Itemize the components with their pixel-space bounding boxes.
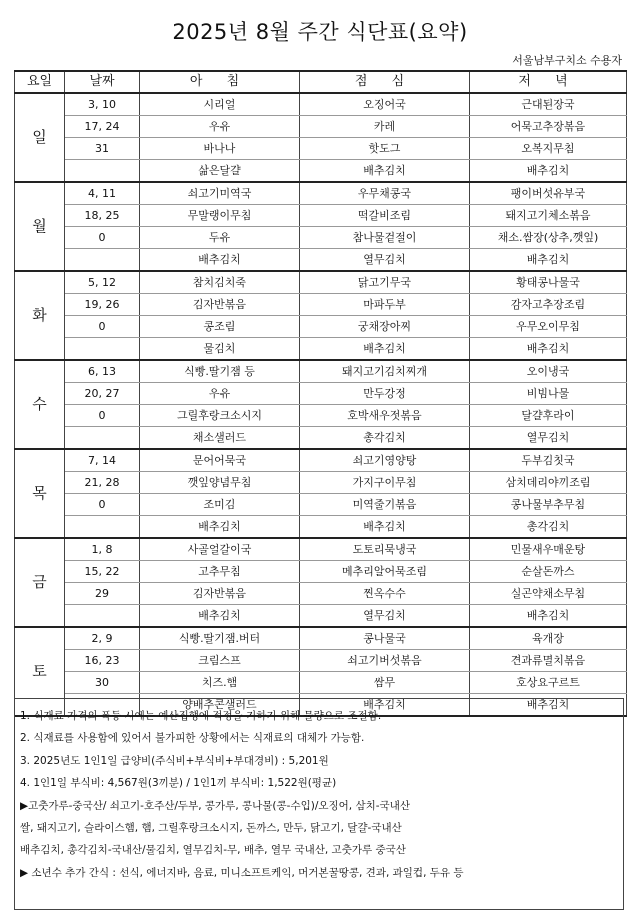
date-cell bbox=[65, 338, 140, 361]
dinner-cell: 배추김치 bbox=[470, 605, 627, 628]
breakfast-cell: 물김치 bbox=[140, 338, 300, 361]
header-day: 요일 bbox=[15, 71, 65, 93]
table-row bbox=[15, 205, 627, 227]
breakfast-cell: 사골얼갈이국 bbox=[140, 538, 300, 561]
breakfast-cell: 문어어묵국 bbox=[140, 449, 300, 472]
note-line: 1. 식재료 가격의 폭등 시에는 예산집행에 적정을 기하기 위해 물량으로 조절함. bbox=[20, 710, 382, 722]
dinner-cell: 배추김치 bbox=[470, 249, 627, 272]
note-line: ▶ 소년수 추가 간식 : 선식, 에너지바, 음료, 미니소프트케익, 머거본꿀땅콩, 견과, 과일컵, 두유 등 bbox=[20, 866, 464, 879]
table-row bbox=[15, 650, 627, 672]
breakfast-cell: 치즈.햄 bbox=[140, 672, 300, 694]
header-row bbox=[15, 71, 627, 93]
table-row bbox=[15, 182, 627, 205]
lunch-cell: 궁채장아찌 bbox=[300, 316, 470, 338]
day-cell: 화 bbox=[15, 271, 65, 360]
dinner-cell: 비빔나물 bbox=[470, 383, 627, 405]
dinner-cell: 두부김칫국 bbox=[470, 449, 627, 472]
dinner-cell: 감자고추장조림 bbox=[470, 294, 627, 316]
lunch-cell: 쌈무 bbox=[300, 672, 470, 694]
dinner-cell: 근대된장국 bbox=[470, 93, 627, 116]
lunch-cell: 닭고기무국 bbox=[300, 271, 470, 294]
table-row bbox=[15, 538, 627, 561]
lunch-cell: 쇠고기영양탕 bbox=[300, 449, 470, 472]
page-title: 2025년 8월 주간 식단표(요약) bbox=[172, 20, 468, 44]
date-cell: 19, 26 bbox=[65, 294, 140, 316]
breakfast-cell: 식빵.딸기잼 등 bbox=[140, 360, 300, 383]
lunch-cell: 마파두부 bbox=[300, 294, 470, 316]
table-row bbox=[15, 249, 627, 272]
lunch-cell: 총각김치 bbox=[300, 427, 470, 450]
breakfast-cell: 고추무침 bbox=[140, 561, 300, 583]
dinner-cell: 호상요구르트 bbox=[470, 672, 627, 694]
menu-body bbox=[15, 93, 627, 716]
menu-table bbox=[14, 70, 627, 717]
dinner-cell: 오복지무침 bbox=[470, 138, 627, 160]
breakfast-cell: 우유 bbox=[140, 383, 300, 405]
date-cell: 5, 12 bbox=[65, 271, 140, 294]
table-row bbox=[15, 561, 627, 583]
breakfast-cell: 두유 bbox=[140, 227, 300, 249]
lunch-cell: 호박새우젓볶음 bbox=[300, 405, 470, 427]
note-line: 쌀, 돼지고기, 슬라이스햄, 햄, 그릴후랑크소시지, 돈까스, 만두, 닭고기, 달걀-국내산 bbox=[20, 822, 402, 835]
dinner-cell: 열무김치 bbox=[470, 427, 627, 450]
breakfast-cell: 삶은달걀 bbox=[140, 160, 300, 183]
date-cell: 17, 24 bbox=[65, 116, 140, 138]
dinner-cell: 배추김치 bbox=[470, 160, 627, 183]
dinner-cell: 어묵고추장볶음 bbox=[470, 116, 627, 138]
note-line: 4. 1인1일 부식비: 4,567원(3끼분) / 1인1끼 부식비: 1,522원(평균) bbox=[20, 777, 337, 790]
table-row bbox=[15, 472, 627, 494]
breakfast-cell: 배추김치 bbox=[140, 605, 300, 628]
date-cell: 4, 11 bbox=[65, 182, 140, 205]
dinner-cell: 삼치데리야끼조림 bbox=[470, 472, 627, 494]
table-row bbox=[15, 138, 627, 160]
lunch-cell: 찐옥수수 bbox=[300, 583, 470, 605]
date-cell: 0 bbox=[65, 227, 140, 249]
dinner-cell: 돼지고기체소볶음 bbox=[470, 205, 627, 227]
breakfast-cell: 그릴후랑크소시지 bbox=[140, 405, 300, 427]
dinner-cell: 황태콩나물국 bbox=[470, 271, 627, 294]
table-row bbox=[15, 427, 627, 450]
breakfast-cell: 깻잎양념무침 bbox=[140, 472, 300, 494]
table-row bbox=[15, 405, 627, 427]
lunch-cell: 만두강정 bbox=[300, 383, 470, 405]
date-cell: 15, 22 bbox=[65, 561, 140, 583]
table-row bbox=[15, 227, 627, 249]
dinner-cell: 달걀후라이 bbox=[470, 405, 627, 427]
dinner-cell: 민물새우매운탕 bbox=[470, 538, 627, 561]
dinner-cell: 순살돈까스 bbox=[470, 561, 627, 583]
table-row bbox=[15, 116, 627, 138]
table-row bbox=[15, 294, 627, 316]
dinner-cell: 오이냉국 bbox=[470, 360, 627, 383]
dinner-cell: 배추김치 bbox=[470, 338, 627, 361]
table-row bbox=[15, 338, 627, 361]
dinner-cell: 실곤약채소무침 bbox=[470, 583, 627, 605]
lunch-cell: 가지구이무침 bbox=[300, 472, 470, 494]
lunch-cell: 오징어국 bbox=[300, 93, 470, 116]
table-row bbox=[15, 449, 627, 472]
date-cell: 31 bbox=[65, 138, 140, 160]
note-line: 2. 식재료를 사용함에 있어서 불가피한 상황에서는 식재료의 대체가 가능함. bbox=[20, 732, 365, 745]
header-date: 날짜 bbox=[65, 71, 140, 93]
date-cell: 16, 23 bbox=[65, 650, 140, 672]
dinner-cell: 우무오이무침 bbox=[470, 316, 627, 338]
table-row bbox=[15, 271, 627, 294]
note-line: ▶고춧가루-중국산/ 쇠고기-호주산/두부, 콩가루, 콩나물(콩-수입)/오징어, 삼치-국내산 bbox=[20, 799, 410, 812]
header-breakfast: 아 침 bbox=[140, 71, 300, 93]
dinner-cell: 채소.쌈장(상추,깻잎) bbox=[470, 227, 627, 249]
lunch-cell: 열무김치 bbox=[300, 605, 470, 628]
lunch-cell: 카레 bbox=[300, 116, 470, 138]
table-row bbox=[15, 316, 627, 338]
date-cell bbox=[65, 516, 140, 539]
lunch-cell: 쇠고기버섯볶음 bbox=[300, 650, 470, 672]
table-row bbox=[15, 494, 627, 516]
lunch-cell: 배추김치 bbox=[300, 338, 470, 361]
breakfast-cell: 우유 bbox=[140, 116, 300, 138]
lunch-cell: 우무채콩국 bbox=[300, 182, 470, 205]
breakfast-cell: 배추김치 bbox=[140, 516, 300, 539]
lunch-cell: 배추김치 bbox=[300, 516, 470, 539]
breakfast-cell: 콩조림 bbox=[140, 316, 300, 338]
date-cell: 20, 27 bbox=[65, 383, 140, 405]
date-cell bbox=[65, 605, 140, 628]
lunch-cell: 메추리알어묵조림 bbox=[300, 561, 470, 583]
header-lunch: 점 심 bbox=[300, 71, 470, 93]
date-cell bbox=[65, 249, 140, 272]
lunch-cell: 떡갈비조림 bbox=[300, 205, 470, 227]
breakfast-cell: 참치김치죽 bbox=[140, 271, 300, 294]
lunch-cell: 콩나물국 bbox=[300, 627, 470, 650]
date-cell: 30 bbox=[65, 672, 140, 694]
header-dinner: 저 녁 bbox=[470, 71, 627, 93]
day-cell: 일 bbox=[15, 93, 65, 182]
dinner-cell: 콩나물부추무침 bbox=[470, 494, 627, 516]
table-row bbox=[15, 583, 627, 605]
date-cell: 2, 9 bbox=[65, 627, 140, 650]
lunch-cell: 배추김치 bbox=[300, 694, 470, 717]
date-cell: 18, 25 bbox=[65, 205, 140, 227]
date-cell: 3, 10 bbox=[65, 93, 140, 116]
day-cell: 금 bbox=[15, 538, 65, 627]
day-cell: 수 bbox=[15, 360, 65, 449]
day-cell: 월 bbox=[15, 182, 65, 271]
lunch-cell: 돼지고기김치찌개 bbox=[300, 360, 470, 383]
table-row bbox=[15, 383, 627, 405]
date-cell: 0 bbox=[65, 316, 140, 338]
dinner-cell: 육개장 bbox=[470, 627, 627, 650]
lunch-cell: 열무김치 bbox=[300, 249, 470, 272]
table-row bbox=[15, 605, 627, 628]
date-cell: 0 bbox=[65, 494, 140, 516]
date-cell: 7, 14 bbox=[65, 449, 140, 472]
table-row bbox=[15, 93, 627, 116]
date-cell: 29 bbox=[65, 583, 140, 605]
lunch-cell: 핫도그 bbox=[300, 138, 470, 160]
dinner-cell: 총각김치 bbox=[470, 516, 627, 539]
dinner-cell: 견과류멸치볶음 bbox=[470, 650, 627, 672]
table-row bbox=[15, 627, 627, 650]
breakfast-cell: 바나나 bbox=[140, 138, 300, 160]
note-line: 3. 2025년도 1인1일 급양비(주식비+부식비+부대경비) : 5,201원 bbox=[20, 754, 329, 767]
breakfast-cell: 양배추콘샐러드 bbox=[140, 694, 300, 717]
date-cell bbox=[65, 427, 140, 450]
dinner-cell: 배추김치 bbox=[470, 694, 627, 717]
date-cell: 6, 13 bbox=[65, 360, 140, 383]
breakfast-cell: 시리얼 bbox=[140, 93, 300, 116]
table-row bbox=[15, 672, 627, 694]
breakfast-cell: 조미김 bbox=[140, 494, 300, 516]
date-cell: 0 bbox=[65, 405, 140, 427]
table-row bbox=[15, 516, 627, 539]
lunch-cell: 도토리묵냉국 bbox=[300, 538, 470, 561]
breakfast-cell: 크림스프 bbox=[140, 650, 300, 672]
note-line: 배추김치, 총각김치-국내산/물김치, 열무김치-무, 배추, 열무 국내산, 고춧가루 중국산 bbox=[20, 844, 406, 857]
date-cell: 21, 28 bbox=[65, 472, 140, 494]
breakfast-cell: 채소샐러드 bbox=[140, 427, 300, 450]
breakfast-cell: 무말랭이무침 bbox=[140, 205, 300, 227]
breakfast-cell: 배추김치 bbox=[140, 249, 300, 272]
date-cell: 1, 8 bbox=[65, 538, 140, 561]
date-cell bbox=[65, 160, 140, 183]
lunch-cell: 배추김치 bbox=[300, 160, 470, 183]
dinner-cell: 팽이버섯유부국 bbox=[470, 182, 627, 205]
subtitle: 서울남부구치소 수용자 bbox=[512, 54, 622, 67]
table-row bbox=[15, 360, 627, 383]
lunch-cell: 미역줄기볶음 bbox=[300, 494, 470, 516]
breakfast-cell: 쇠고기미역국 bbox=[140, 182, 300, 205]
table-row bbox=[15, 160, 627, 183]
notes-box bbox=[14, 698, 624, 910]
breakfast-cell: 김자반볶음 bbox=[140, 294, 300, 316]
day-cell: 목 bbox=[15, 449, 65, 538]
breakfast-cell: 김자반볶음 bbox=[140, 583, 300, 605]
day-cell: 토 bbox=[15, 627, 65, 716]
lunch-cell: 참나물겉절이 bbox=[300, 227, 470, 249]
breakfast-cell: 식빵.딸기잼.버터 bbox=[140, 627, 300, 650]
